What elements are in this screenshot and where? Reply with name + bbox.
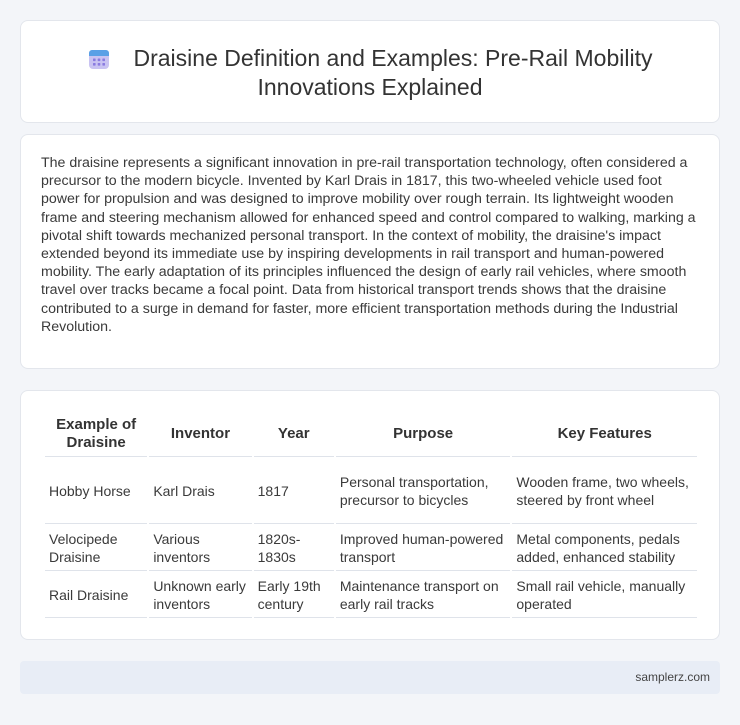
cell-example: Rail Draisine [45, 573, 147, 618]
cell-key-features: Small rail vehicle, manually operated [512, 573, 697, 618]
table-row [45, 459, 697, 524]
intro-paragraph: The draisine represents a significant innovation in pre-rail transportation technology, often considered a precursor to the modern bicycle. Invented by Karl Drais in 1817, this two-wheeled vehicle used foot power for propulsion and was designed to improve mobility over rough terrain. Its lightweight wooden frame and steering mechanism allowed for enhanced speed and control compared to walking, marking a pivotal shift towards mechanized personal transport. In the context of mobility, the draisine's impact extended beyond its immediate use by inspiring developments in rail transport and human-powered mobility. The early adaptation of its principles influenced the design of early rail vehicles, where smooth travel over tracks became a focal point. Data from historical transport trends shows that the draisine contributed to a surge in demand for faster, more efficient transportation methods during the Industrial Revolution. [41, 155, 696, 335]
calendar-icon [88, 48, 110, 70]
table-row [45, 526, 697, 571]
footer [20, 661, 720, 694]
cell-year: 1820s-1830s [254, 526, 334, 571]
footer-site-link[interactable]: samplerz.com [635, 670, 710, 684]
draisine-table [43, 412, 699, 620]
column-header-example: Example of Draisine [45, 414, 147, 457]
column-header-inventor: Inventor [149, 414, 251, 457]
cell-example: Velocipede Draisine [45, 526, 147, 571]
column-header-key-features: Key Features [512, 414, 697, 457]
cell-purpose: Personal transportation, precursor to bicycles [336, 459, 511, 524]
column-header-year: Year [254, 414, 334, 457]
header-card [20, 20, 720, 123]
table-card [20, 390, 720, 640]
cell-inventor: Unknown early inventors [149, 573, 251, 618]
cell-purpose: Maintenance transport on early rail tracks [336, 573, 511, 618]
page-title [21, 44, 719, 102]
cell-key-features: Wooden frame, two wheels, steered by front wheel [512, 459, 697, 524]
cell-inventor: Various inventors [149, 526, 251, 571]
cell-purpose: Improved human-powered transport [336, 526, 511, 571]
intro-card [20, 134, 720, 369]
column-header-purpose: Purpose [336, 414, 511, 457]
cell-year: Early 19th century [254, 573, 334, 618]
table-row [45, 573, 697, 618]
cell-year: 1817 [254, 459, 334, 524]
cell-key-features: Metal components, pedals added, enhanced stability [512, 526, 697, 571]
title-wrap [21, 44, 719, 102]
cell-inventor: Karl Drais [149, 459, 251, 524]
cell-example: Hobby Horse [45, 459, 147, 524]
table-header-row [45, 414, 697, 457]
page-title-text: Draisine Definition and Examples: Pre-Rail Mobility Innovations Explained [133, 45, 653, 100]
